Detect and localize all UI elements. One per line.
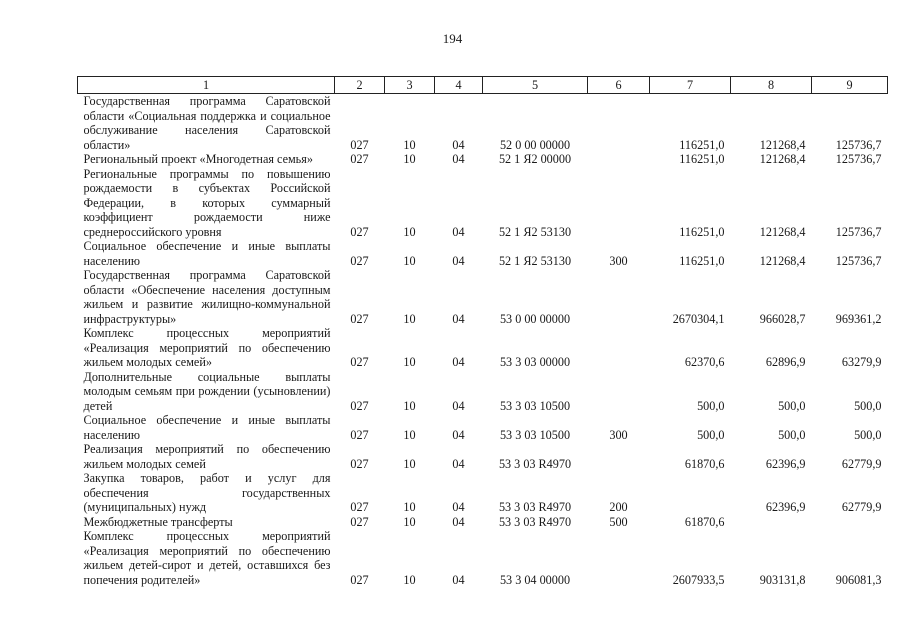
- amount-year-2: 62396,9: [765, 500, 806, 514]
- amount-year-3: 125736,7: [835, 152, 882, 166]
- table-header-row: [78, 77, 888, 94]
- row-name: Дополнительные социальные выплаты молодым семьям при рождении (усыновлении) детей: [83, 369, 331, 413]
- amount-year-1: 116251,0: [679, 152, 725, 166]
- section-code: 10: [403, 311, 416, 326]
- table-row: [78, 167, 888, 240]
- ministry-code: 027: [350, 152, 369, 166]
- section-code: 10: [403, 224, 416, 239]
- target-article: 53 3 03 R4970: [498, 456, 572, 471]
- budget-table: [77, 76, 888, 587]
- row-name: Региональные программы по повышению рождаемости в субъектах Российской Федерации, в которых суммарный коэффициент рождаемости ниже среднероссийского уровня: [83, 166, 331, 239]
- target-article: 53 3 03 10500: [499, 398, 571, 413]
- table-row: [78, 529, 888, 587]
- section-code: 10: [403, 355, 416, 369]
- subsection-code: 04: [452, 152, 465, 166]
- table-row: [78, 268, 888, 326]
- table-row: [78, 413, 888, 442]
- ministry-code: 027: [350, 253, 369, 268]
- amount-year-1: [650, 471, 731, 515]
- amount-year-3: 969361,2: [835, 311, 882, 326]
- row-name: Межбюджетные трансферты: [83, 514, 233, 529]
- amount-year-2: 500,0: [778, 398, 806, 413]
- amount-year-1: 116251,0: [679, 253, 725, 268]
- amount-year-3: 906081,3: [835, 572, 882, 587]
- column-header: 8: [731, 77, 812, 94]
- table-row: [78, 239, 888, 268]
- column-header: 3: [385, 77, 435, 94]
- subsection-code: 04: [452, 456, 465, 471]
- subsection-code: 04: [452, 500, 465, 514]
- subsection-code: 04: [452, 355, 465, 369]
- column-header: 1: [78, 77, 335, 94]
- amount-year-2: 966028,7: [759, 311, 806, 326]
- amount-year-2: 121268,4: [759, 137, 806, 152]
- amount-year-2: 62896,9: [765, 355, 806, 369]
- row-name: Государственная программа Саратовской области «Обеспечение населения доступным жильем и развитие жилищно-коммунальной инфраструктуры»: [83, 268, 331, 326]
- amount-year-1: 116251,0: [679, 224, 725, 239]
- section-code: 10: [403, 427, 416, 442]
- section-code: 10: [403, 456, 416, 471]
- table-row: [78, 370, 888, 414]
- page-number: 194: [442, 31, 463, 46]
- table-row: [78, 471, 888, 515]
- column-header: 7: [650, 77, 731, 94]
- amount-year-3: 500,0: [854, 427, 882, 442]
- expense-type: 500: [609, 514, 628, 529]
- row-name: Комплекс процессных мероприятий «Реализация мероприятий по обеспечению жильем молодых семей»: [83, 326, 331, 369]
- amount-year-1: 61870,6: [684, 456, 725, 471]
- amount-year-1: 500,0: [697, 398, 725, 413]
- table-row: [78, 326, 888, 370]
- amount-year-3: 63279,9: [841, 355, 882, 369]
- expense-type: 300: [609, 427, 628, 442]
- amount-year-3: 125736,7: [835, 253, 882, 268]
- row-name: Реализация мероприятий по обеспечению жильем молодых семей: [83, 442, 331, 471]
- section-code: 10: [403, 398, 416, 413]
- table-row: [78, 152, 888, 167]
- amount-year-3: 62779,9: [841, 500, 882, 514]
- expense-type: [588, 370, 650, 414]
- subsection-code: 04: [452, 311, 465, 326]
- amount-year-2: 903131,8: [759, 572, 806, 587]
- table-row: [78, 94, 888, 153]
- ministry-code: 027: [350, 398, 369, 413]
- target-article: 52 1 Я2 53130: [498, 253, 572, 268]
- row-name: Социальное обеспечение и иные выплаты населению: [83, 413, 331, 442]
- column-header: 9: [812, 77, 888, 94]
- subsection-code: 04: [452, 253, 465, 268]
- subsection-code: 04: [452, 137, 465, 152]
- target-article: 53 3 03 00000: [499, 355, 571, 369]
- subsection-code: 04: [452, 224, 465, 239]
- expense-type: [588, 167, 650, 240]
- amount-year-2: [731, 515, 812, 530]
- amount-year-2: 62396,9: [765, 456, 806, 471]
- amount-year-1: 116251,0: [679, 137, 725, 152]
- section-code: 10: [403, 137, 416, 152]
- amount-year-2: 121268,4: [759, 224, 806, 239]
- subsection-code: 04: [452, 514, 465, 529]
- subsection-code: 04: [452, 427, 465, 442]
- target-article: 52 1 Я2 53130: [498, 224, 572, 239]
- column-header: 4: [435, 77, 483, 94]
- target-article: 52 0 00 00000: [499, 137, 571, 152]
- expense-type: [588, 529, 650, 587]
- row-name: Закупка товаров, работ и услуг для обеспечения государственных (муниципальных) нужд: [83, 471, 331, 514]
- amount-year-1: 500,0: [697, 427, 725, 442]
- section-code: 10: [403, 514, 416, 529]
- target-article: 53 3 04 00000: [499, 572, 571, 587]
- expense-type: [588, 442, 650, 471]
- section-code: 10: [403, 572, 416, 587]
- target-article: 53 0 00 00000: [499, 311, 571, 326]
- expense-type: [588, 152, 650, 167]
- amount-year-2: 500,0: [778, 427, 806, 442]
- target-article: 52 1 Я2 00000: [498, 152, 572, 166]
- amount-year-3: 125736,7: [835, 137, 882, 152]
- column-header: 2: [335, 77, 385, 94]
- amount-year-3: [812, 515, 888, 530]
- section-code: 10: [403, 253, 416, 268]
- table-row: [78, 442, 888, 471]
- amount-year-3: 500,0: [854, 398, 882, 413]
- amount-year-3: 62779,9: [841, 456, 882, 471]
- amount-year-3: 125736,7: [835, 224, 882, 239]
- target-article: 53 3 03 R4970: [498, 514, 572, 529]
- ministry-code: 027: [350, 427, 369, 442]
- row-name: Региональный проект «Многодетная семья»: [83, 152, 313, 166]
- amount-year-2: 121268,4: [759, 152, 806, 166]
- row-name: Государственная программа Саратовской области «Социальная поддержка и социальное обслуживание населения Саратовской области»: [83, 94, 331, 152]
- target-article: 53 3 03 10500: [499, 427, 571, 442]
- section-code: 10: [403, 152, 416, 166]
- table-row: [78, 515, 888, 530]
- expense-type: [588, 268, 650, 326]
- expense-type: 200: [609, 500, 628, 514]
- ministry-code: 027: [350, 456, 369, 471]
- expense-type: 300: [609, 253, 628, 268]
- column-header: 5: [483, 77, 588, 94]
- ministry-code: 027: [350, 500, 369, 514]
- ministry-code: 027: [350, 572, 369, 587]
- expense-type: [588, 326, 650, 370]
- subsection-code: 04: [452, 398, 465, 413]
- ministry-code: 027: [350, 514, 369, 529]
- amount-year-1: 61870,6: [684, 514, 725, 529]
- ministry-code: 027: [350, 355, 369, 369]
- ministry-code: 027: [350, 137, 369, 152]
- amount-year-1: 2670304,1: [672, 311, 725, 326]
- amount-year-2: 121268,4: [759, 253, 806, 268]
- column-header: 6: [588, 77, 650, 94]
- row-name: Комплекс процессных мероприятий «Реализация мероприятий по обеспечению жильем детей-сирот и детей, оставшихся без попечения родителей»: [83, 529, 331, 587]
- expense-type: [588, 94, 650, 153]
- row-name: Социальное обеспечение и иные выплаты населению: [83, 239, 331, 268]
- ministry-code: 027: [350, 311, 369, 326]
- subsection-code: 04: [452, 572, 465, 587]
- section-code: 10: [403, 500, 416, 514]
- target-article: 53 3 03 R4970: [498, 500, 572, 514]
- ministry-code: 027: [350, 224, 369, 239]
- amount-year-1: 2607933,5: [672, 572, 725, 587]
- amount-year-1: 62370,6: [684, 355, 725, 369]
